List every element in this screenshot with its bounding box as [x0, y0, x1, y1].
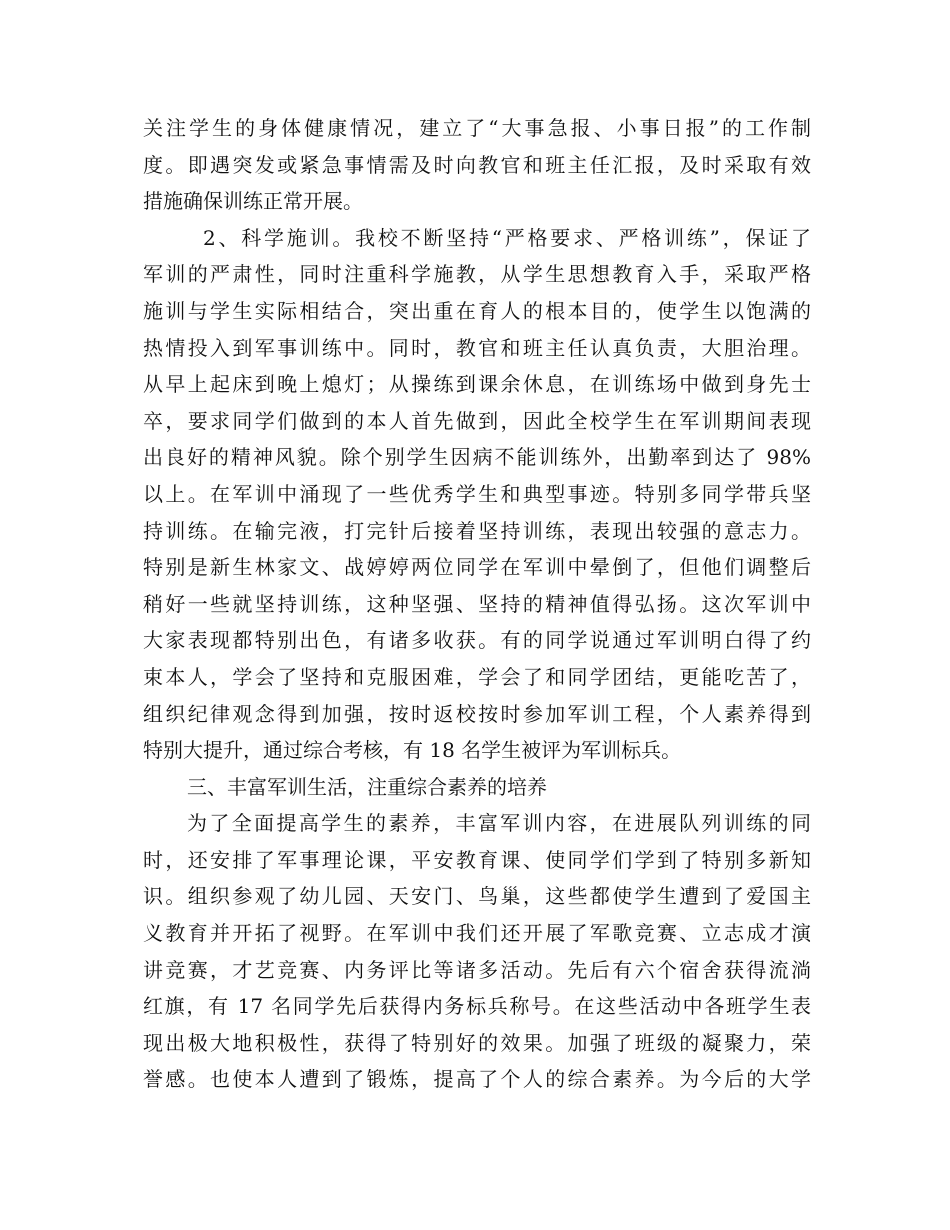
text-line: 红旗，有 17 名同学先后获得内务标兵称号。在这些活动中各班学生表	[143, 994, 811, 1019]
text-line: 从早上起床到晚上熄灯；从操练到课余休息，在训练场中做到身先士	[143, 372, 811, 397]
text-line: 持训练。在输完液，打完针后接着坚持训练，表现出较强的意志力。	[143, 518, 811, 543]
text-line: 以上。在军训中涌现了一些优秀学生和典型事迹。特别多同学带兵坚	[143, 481, 811, 506]
text-line: 特别大提升，通过综合考核，有 18 名学生被评为军训标兵。	[143, 738, 682, 763]
text-line: 讲竞赛，才艺竞赛、内务评比等诸多活动。先后有六个宿舍获得流淌	[143, 957, 811, 982]
text-line: 稍好一些就坚持训练，这种坚强、坚持的精神值得弘扬。这次军训中	[143, 591, 811, 616]
text-line: 出良好的精神风貌。除个别学生因病不能训练外，出勤率到达了 98%	[143, 445, 811, 470]
text-line: 措施确保训练正常开展。	[143, 189, 363, 214]
text-line: 义教育并开拓了视野。在军训中我们还开展了军歌竞赛、立志成才演	[143, 921, 811, 946]
text-line: 军训的严肃性，同时注重科学施教，从学生思想教育入手，采取严格	[143, 262, 811, 287]
section-heading: 三、丰富军训生活，注重综合素养的培养	[187, 774, 547, 799]
text-line: 时，还安排了军事理论课，平安教育课、使同学们学到了特别多新知	[143, 847, 811, 872]
text-line: 热情投入到军事训练中。同时，教官和班主任认真负责，大胆治理。	[143, 335, 811, 360]
text-line: 度。即遇突发或紧急事情需及时向教官和班主任汇报，及时采取有效	[143, 152, 811, 177]
text-line: 为了全面提高学生的素养，丰富军训内容，在进展队列训练的同	[187, 811, 811, 836]
text-line: 现出极大地积极性，获得了特别好的效果。加强了班级的凝聚力，荣	[143, 1030, 811, 1055]
text-line: 卒，要求同学们做到的本人首先做到，因此全校学生在军训期间表现	[143, 408, 811, 433]
text-line: 关注学生的身体健康情况，建立了“大事急报、小事日报”的工作制	[143, 116, 811, 140]
text-line: 束本人，学会了坚持和克服困难，学会了和同学团结，更能吃苦了，	[143, 664, 811, 689]
text-line: 组织纪律观念得到加强，按时返校按时参加军训工程，个人素养得到	[143, 701, 811, 726]
text-line: 特别是新生林家文、战婷婷两位同学在军训中晕倒了，但他们调整后	[143, 555, 811, 580]
text-line: 识。组织参观了幼儿园、天安门、鸟巢，这些都使学生遭到了爱国主	[143, 884, 811, 909]
text-line: 大家表现都特别出色，有诸多收获。有的同学说通过军训明白得了约	[143, 628, 811, 653]
document-body	[143, 110, 811, 1098]
text-line: 施训与学生实际相结合，突出重在育人的根本目的，使学生以饱满的	[143, 298, 811, 323]
text-line: 誉感。也使本人遭到了锻炼，提高了个人的综合素养。为今后的大学	[143, 1067, 811, 1092]
text-line: 2、科学施训。我校不断坚持“严格要求、严格训练”，保证了	[203, 225, 811, 250]
